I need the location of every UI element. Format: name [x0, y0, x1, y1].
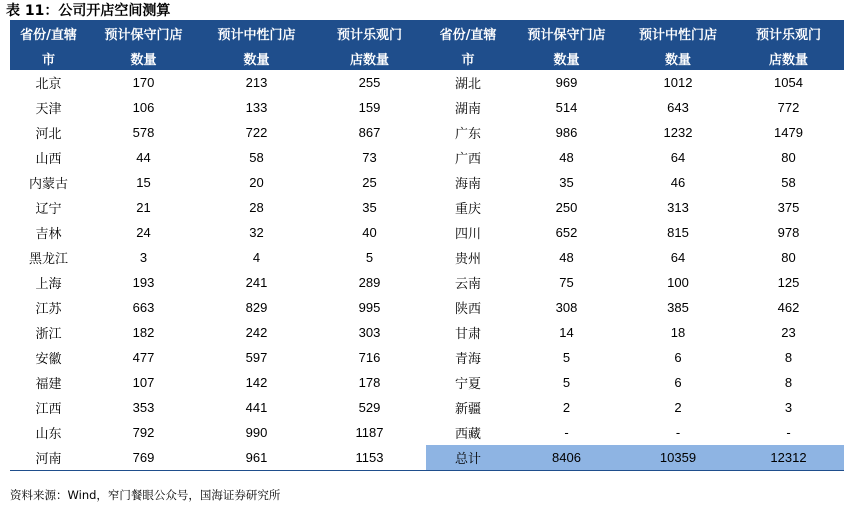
value-cell: -	[564, 425, 569, 440]
table-body	[10, 70, 844, 471]
value-cell: 1012	[663, 75, 693, 90]
header-cell: 预计中性门店	[623, 20, 733, 46]
value-cell: 597	[245, 350, 268, 365]
value-cell: 241	[245, 275, 268, 290]
header-cell: 预计乐观门	[313, 20, 426, 46]
table-row	[10, 270, 844, 295]
value-cell: 182	[132, 325, 155, 340]
value-cell: 2	[562, 400, 571, 415]
store-space-table	[10, 20, 844, 471]
value-cell: 772	[777, 100, 800, 115]
header-cell: 预计保守门店	[87, 20, 200, 46]
value-cell: 159	[358, 100, 381, 115]
value-cell: 46	[670, 175, 686, 190]
province-cell: 湖南	[454, 102, 481, 117]
source-note: 资料来源：Wind，窄门餐眼公众号，国海证券研究所	[10, 488, 281, 502]
province-cell: 山东	[35, 427, 62, 442]
value-cell: 48	[559, 250, 574, 265]
province-cell: 江西	[35, 402, 62, 417]
value-cell: 20	[249, 175, 264, 190]
table-row	[10, 345, 844, 370]
table-row	[10, 320, 844, 345]
table-row	[10, 395, 844, 420]
header-cell: 市	[426, 46, 510, 70]
value-cell: -	[675, 425, 681, 440]
value-cell: 5	[562, 375, 571, 390]
table-row	[10, 245, 844, 270]
value-cell: 441	[245, 400, 268, 415]
value-cell: 990	[245, 425, 268, 440]
province-cell: 陕西	[454, 302, 481, 317]
value-cell: 24	[136, 225, 151, 240]
header-cell: 预计中性门店	[200, 20, 313, 46]
value-cell: 193	[132, 275, 155, 290]
table-row	[10, 95, 844, 120]
table-row	[10, 220, 844, 245]
header-cell: 省份/直辖	[426, 20, 510, 46]
table-row	[10, 420, 844, 445]
province-cell: 山西	[35, 152, 62, 167]
province-cell: 贵州	[454, 252, 481, 267]
value-cell: 21	[136, 200, 151, 215]
value-cell: 100	[667, 275, 689, 290]
province-cell: 广西	[454, 152, 481, 167]
value-cell: 23	[781, 325, 796, 340]
value-cell: 961	[200, 445, 313, 471]
value-cell: 40	[362, 225, 377, 240]
table-row	[10, 145, 844, 170]
value-cell: 8	[784, 350, 793, 365]
table-row	[10, 120, 844, 145]
value-cell: 35	[559, 175, 574, 190]
value-cell: 514	[555, 100, 578, 115]
value-cell: 867	[358, 125, 381, 140]
value-cell: 18	[670, 325, 686, 340]
table-row	[10, 295, 844, 320]
province-cell: 西藏	[454, 427, 481, 442]
value-cell: 35	[362, 200, 377, 215]
value-cell: 25	[362, 175, 377, 190]
value-cell: 829	[245, 300, 268, 315]
value-cell: 1187	[355, 425, 384, 440]
value-cell: 1153	[313, 445, 426, 471]
value-cell: 3	[784, 400, 793, 415]
province-cell: 辽宁	[35, 202, 62, 217]
value-cell: 792	[132, 425, 155, 440]
value-cell: 477	[132, 350, 155, 365]
value-cell: 107	[132, 375, 155, 390]
province-cell: 新疆	[454, 402, 481, 417]
value-cell: 250	[555, 200, 578, 215]
value-cell: 178	[358, 375, 381, 390]
province-cell: 河南	[10, 445, 87, 471]
value-cell: 353	[132, 400, 155, 415]
province-cell: 宁夏	[454, 377, 481, 392]
province-cell: 北京	[35, 77, 62, 92]
value-cell: 170	[132, 75, 155, 90]
province-cell: 云南	[454, 277, 481, 292]
header-cell: 预计乐观门	[733, 20, 844, 46]
value-cell: 6	[674, 350, 682, 365]
value-cell: 995	[358, 300, 381, 315]
value-cell: -	[786, 425, 791, 440]
value-cell: 375	[777, 200, 800, 215]
value-cell: 58	[781, 175, 796, 190]
table-row	[10, 70, 844, 95]
value-cell: 32	[249, 225, 264, 240]
value-cell: 15	[136, 175, 151, 190]
header-cell: 市	[10, 46, 87, 70]
value-cell: 1232	[663, 125, 693, 140]
value-cell: 2	[674, 400, 682, 415]
total-label-cell: 总计	[426, 445, 510, 471]
value-cell: 5	[562, 350, 571, 365]
value-cell: 73	[362, 150, 377, 165]
header-cell: 店数量	[313, 46, 426, 70]
value-cell: 8	[784, 375, 793, 390]
province-cell: 上海	[35, 277, 62, 292]
table-title: 表 11：公司开店空间测算	[6, 3, 171, 19]
value-cell: 48	[559, 150, 574, 165]
province-cell: 浙江	[35, 327, 62, 342]
province-cell: 湖北	[454, 77, 481, 92]
value-cell: 213	[245, 75, 268, 90]
value-cell: 242	[245, 325, 268, 340]
value-cell: 255	[358, 75, 381, 90]
value-cell: 80	[781, 250, 796, 265]
value-cell: 142	[245, 375, 268, 390]
value-cell: 385	[667, 300, 689, 315]
value-cell: 969	[555, 75, 578, 90]
value-cell: 716	[358, 350, 381, 365]
header-cell: 店数量	[733, 46, 844, 70]
table-row	[10, 445, 844, 471]
value-cell: 14	[559, 325, 574, 340]
value-cell: 462	[777, 300, 800, 315]
value-cell: 652	[555, 225, 578, 240]
value-cell: 5	[365, 250, 374, 265]
province-cell: 福建	[35, 377, 62, 392]
province-cell: 黑龙江	[28, 252, 68, 267]
value-cell: 303	[358, 325, 381, 340]
header-cell: 数量	[200, 46, 313, 70]
value-cell: 815	[667, 225, 689, 240]
header-cell: 预计保守门店	[510, 20, 623, 46]
province-cell: 甘肃	[454, 327, 481, 342]
value-cell: 308	[555, 300, 578, 315]
value-cell: 6	[674, 375, 682, 390]
value-cell: 28	[249, 200, 264, 215]
value-cell: 64	[670, 150, 686, 165]
province-cell: 天津	[35, 102, 62, 117]
total-value-cell: 8406	[510, 445, 623, 471]
value-cell: 289	[358, 275, 381, 290]
value-cell: 133	[245, 100, 268, 115]
province-cell: 四川	[454, 227, 481, 242]
value-cell: 722	[245, 125, 268, 140]
value-cell: 64	[670, 250, 686, 265]
value-cell: 3	[139, 250, 148, 265]
value-cell: 4	[252, 250, 261, 265]
table-row	[10, 370, 844, 395]
total-value-cell: 12312	[733, 445, 844, 471]
province-cell: 江苏	[35, 302, 62, 317]
header-row-1	[10, 20, 844, 46]
value-cell: 769	[87, 445, 200, 471]
value-cell: 986	[555, 125, 578, 140]
header-cell: 数量	[623, 46, 733, 70]
value-cell: 58	[249, 150, 264, 165]
province-cell: 安徽	[35, 352, 62, 367]
value-cell: 80	[781, 150, 796, 165]
value-cell: 1479	[774, 125, 803, 140]
header-cell: 数量	[510, 46, 623, 70]
header-cell: 省份/直辖	[10, 20, 87, 46]
header-row-2	[10, 46, 844, 70]
province-cell: 青海	[454, 352, 481, 367]
total-value-cell: 10359	[623, 445, 733, 471]
province-cell: 吉林	[35, 227, 62, 242]
province-cell: 重庆	[454, 202, 481, 217]
value-cell: 643	[667, 100, 689, 115]
province-cell: 海南	[454, 177, 481, 192]
province-cell: 广东	[454, 127, 481, 142]
value-cell: 44	[136, 150, 151, 165]
value-cell: 663	[132, 300, 155, 315]
province-cell: 内蒙古	[28, 177, 68, 192]
value-cell: 313	[667, 200, 689, 215]
value-cell: 125	[777, 275, 800, 290]
table-row	[10, 170, 844, 195]
value-cell: 75	[559, 275, 574, 290]
header-cell: 数量	[87, 46, 200, 70]
value-cell: 1054	[774, 75, 803, 90]
value-cell: 106	[132, 100, 155, 115]
table-row	[10, 195, 844, 220]
province-cell: 河北	[35, 127, 62, 142]
value-cell: 529	[358, 400, 381, 415]
value-cell: 578	[132, 125, 155, 140]
value-cell: 978	[777, 225, 800, 240]
